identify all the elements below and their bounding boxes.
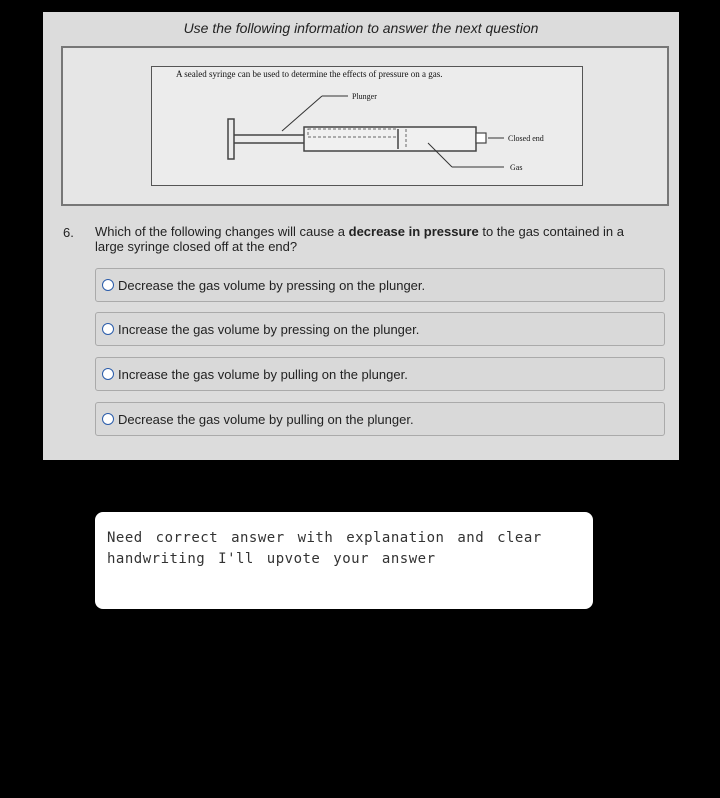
figure-frame — [61, 46, 669, 206]
plunger-label: Plunger — [352, 92, 377, 101]
syringe-barrel — [304, 127, 476, 151]
answer-option-label: Increase the gas volume by pulling on the plunger. — [118, 366, 408, 382]
answer-option-label: Decrease the gas volume by pressing on the plunger. — [118, 277, 426, 293]
closed-end-label: Closed end — [508, 134, 544, 143]
plunger-handle — [228, 119, 234, 159]
syringe-figure — [151, 66, 583, 186]
answer-option-3[interactable] — [95, 357, 665, 391]
radio-button[interactable] — [102, 368, 114, 380]
answer-option-label: Decrease the gas volume by pulling on the plunger. — [118, 411, 414, 427]
radio-button[interactable] — [102, 323, 114, 335]
gas-label: Gas — [510, 163, 523, 172]
figure-caption: A sealed syringe can be used to determine the effects of pressure on a gas. — [176, 69, 443, 79]
request-note — [95, 512, 593, 609]
question-number: 6. — [63, 225, 74, 240]
answer-option-2[interactable] — [95, 312, 665, 346]
answer-option-4[interactable] — [95, 402, 665, 436]
question-emphasis: decrease in pressure — [348, 224, 479, 239]
request-note-text: Need correct answer with explanation and clear handwriting I'll upvote your answer — [107, 530, 542, 567]
question-text: Which of the following changes will cause a decrease in pressure to the gas contained in a large syringe closed off at the end? — [95, 224, 624, 254]
radio-button[interactable] — [102, 279, 114, 291]
syringe-diagram — [152, 67, 582, 185]
answer-option-label: Increase the gas volume by pressing on the plunger. — [118, 321, 420, 337]
syringe-nozzle — [476, 133, 486, 143]
instruction-heading: Use the following information to answer the next question — [183, 20, 539, 36]
radio-button[interactable] — [102, 413, 114, 425]
question-screenshot — [43, 12, 679, 460]
answer-option-1[interactable] — [95, 268, 665, 302]
